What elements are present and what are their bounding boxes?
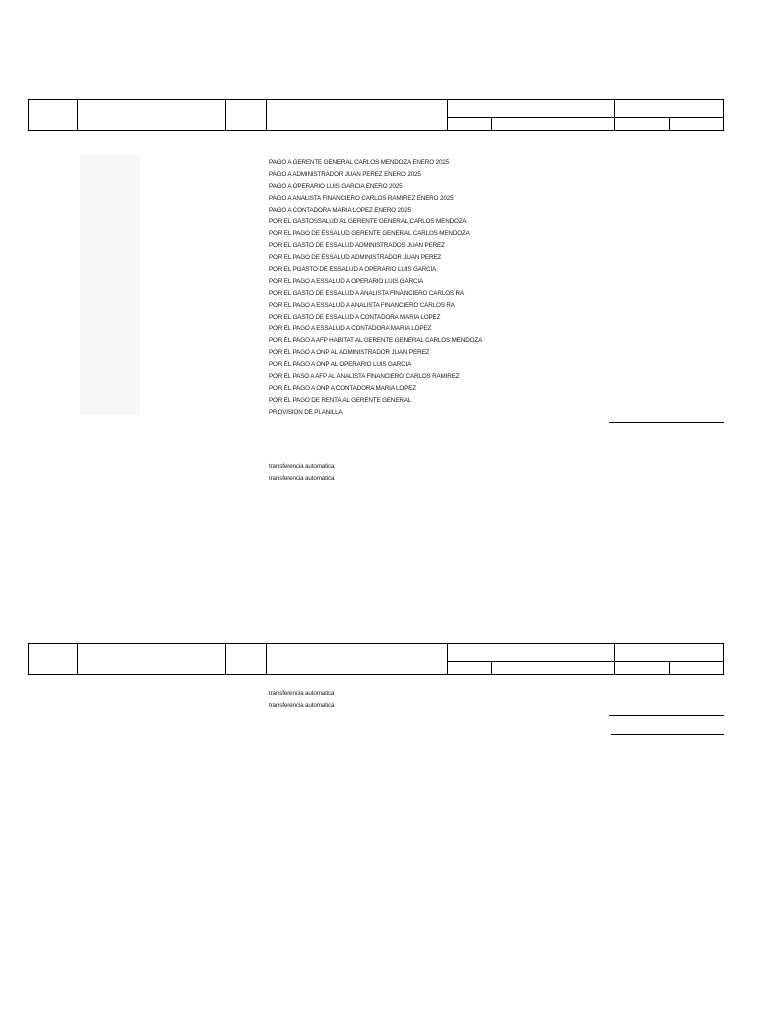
journal-entry: PAGO A CONTADORA MARIA LOPEZ ENERO 2025 [269, 206, 411, 214]
ghost-block [80, 155, 140, 415]
journal-entry: POR EL PAGO A ONP A CONTADORA MARIA LOPEZ [269, 384, 416, 392]
journal-entry: POR EL GASTO DE ESSALUD ADMINISTRADOS JUAN PEREZ [269, 242, 445, 250]
journal-entry: POR EL PAGO DE ESSALUD GERENTE GENERAL CARLOS MENDOZA [269, 230, 470, 238]
journal-entry: POR EL PASO A AFP AL ANALISTA FINANCIERO CARLOS RAMIREZ [269, 373, 460, 381]
journal-header-1 [28, 99, 724, 131]
journal-entry: POR EL PAGO A AFP HABITAT AL GERENTE GENERAL CARLOS MENDOZA [269, 337, 483, 345]
journal-entry: POR EL PAGO DE RENTA AL GERENTE GENERAL [269, 396, 412, 404]
journal-entry: POR EL PGASTO DE ESSALUD A OPERARIO LUIS GARCIA [269, 266, 437, 274]
journal-entry: PAGO A OPERARIO LUIS GARCIA ENERO 2025 [269, 182, 403, 190]
journal-entry: POR EL GASTO DE ESSALUD A CONTADORA MARIA LOPEZ [269, 313, 441, 321]
journal-entry: PROVISION DE PLANILLA [269, 408, 343, 416]
transfer-entry: transferencia automatica [269, 701, 335, 709]
transfer-entry: transferencia automatica [269, 474, 335, 482]
journal-entry: POR EL PAGO A ESSALUD A CONTADORA MARIA LOPEZ [269, 325, 432, 333]
journal-entry: PAGO A ADMINISTRADOR JUAN PEREZ ENERO 2025 [269, 170, 421, 178]
total-rule [611, 734, 724, 735]
total-rule [609, 422, 724, 423]
transfer-list-1 [269, 461, 445, 485]
transfer-list-2 [269, 688, 445, 712]
transfer-entry: transferencia automatica [269, 463, 335, 470]
journal-entry: POR EL PAGO A ESSALUD A OPERARIO LUIS GARCIA [269, 277, 424, 285]
journal-entry: PAGO A GERENTE GENERAL CARLOS MENDOZA ENERO 2025 [269, 159, 450, 166]
journal-entry: POR EL PAGO A ONP AL OPERARIO LUIS GARCIA [269, 361, 412, 369]
journal-entry: PAGO A ANALISTA FINANCIERO CARLOS RAMIREZ ENERO 2025 [269, 194, 454, 202]
journal-entry: POR EL GASTOSSALUD AL GERENTE GENERAL CARLOS MENDOZA [269, 218, 467, 226]
journal-entry: POR EL PAGO DE ESSALUD ADMINISTRADOR JUAN PEREZ [269, 254, 442, 262]
total-rule [609, 715, 724, 716]
transfer-entry: transferencia automatica [269, 690, 335, 697]
journal-entry: POR EL GASTO DE ESSALUD A ANALISTA FINANCIERO CARLOS RA [269, 289, 464, 297]
journal-entry: POR EL PAGO A ESSALUD A ANALISTA FINANCIERO CARLOS RA [269, 301, 455, 309]
journal-entry: POR EL PAGO A ONP AL ADMINISTRADOR JUAN PEREZ [269, 349, 430, 357]
journal-entries-list [269, 157, 483, 419]
journal-header-2 [28, 643, 724, 675]
